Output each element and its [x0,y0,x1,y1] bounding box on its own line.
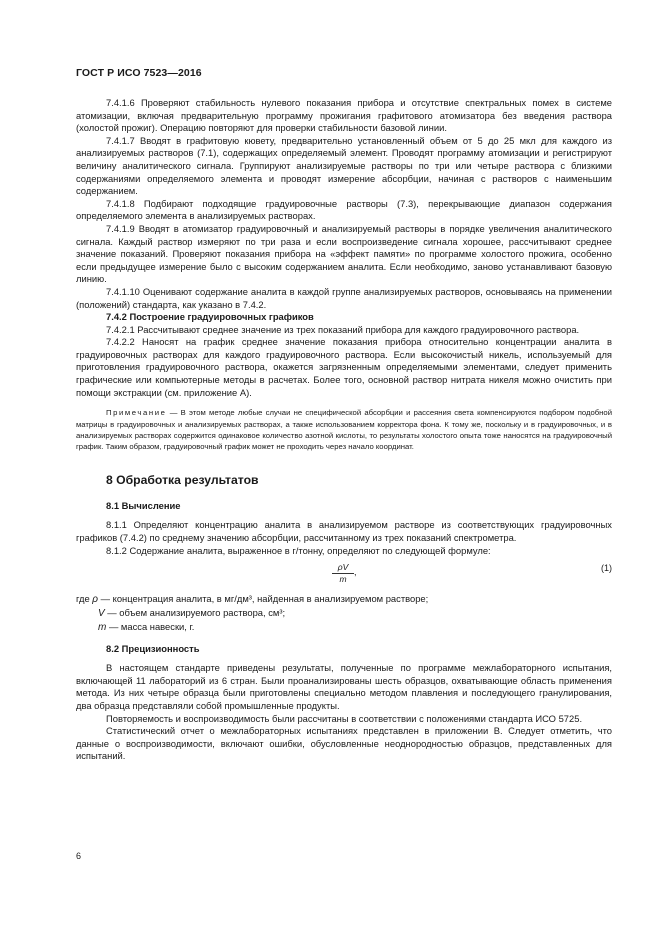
legend-rho [76,593,612,607]
note-paragraph [76,407,612,453]
paragraph-8-2-1: В настоящем стандарте приведены результаты, полученные по программе межлабораторного испытания, включающей 11 лабораторий из 6 стран. Были проанализированы шесть образцов, охватывающие область применения метода. Из них четыре образца были приготовлены специально методом плавления и последующего гранулирования, два образца представляли собой промышленные продукты. [76,662,612,712]
symbol-m: m [98,621,107,633]
legend-m-text: — масса навески, г. [106,620,195,632]
paragraph-8-2-2: Повторяемость и воспроизводимость были рассчитаны в соответствии с положениями стандарта ИСО 5725. [106,712,583,724]
paragraph-7-4-2-2: 7.4.2.2 Наносят на график среднее значение показания прибора относительно концентрации аналита в градуировочных растворах для каждого градуировочного раствора. Если высокочистый никель, используемый для приготовления градуировочного раствора, окажется загрязненным определяемыми элементами, следует применить графические или компьютерные методы в расчетах. Более того, основной раствор нитрата никеля можно очистить при помощи экстракции (см. приложение А). [76,336,612,398]
section-8-title: 8 Обработка результатов [106,472,259,487]
section-8-2-title: 8.2 Прецизионность [106,642,200,654]
legend-prefix: где [76,593,90,605]
paragraph-7-4-1-8: 7.4.1.8 Подбирают подходящие градуировочные растворы (7.3), перекрывающие диапазон содержания определяемого элемента в анализируемых растворах. [76,197,612,222]
formula-1 [76,560,612,590]
note-label: Примечание [106,408,167,418]
paragraph-7-4-1-10: 7.4.1.10 Оценивают содержание аналита в каждой группе анализируемых растворов, основываясь на применении (положений) стандарта, как указано в 7.4.2. [76,285,612,310]
subsection-7-4-2-title: 7.4.2 Построение градуировочных графиков [106,311,314,323]
paragraph-8-2-3: Статистический отчет о межлабораторных испытаниях представлен в приложении В. Следует отметить, что данные о воспроизводимости, включают ошибки, обусловленные неоднородностью образцов, представленных для испытаний. [76,725,612,762]
formula-denominator: m [339,574,347,585]
paragraph-7-4-2-1: 7.4.2.1 Рассчитывают среднее значение из трех показаний прибора для каждого градуировочного раствора. [106,323,580,335]
paragraph-8-1-1: 8.1.1 Определяют концентрацию аналита в анализируемом растворе из соответствующих градуировочных графиков (7.4.2) по среднему значению абсорбции, рассчитанному из трех показаний спектрометра. [76,519,612,544]
section-8-1-title: 8.1 Вычисление [106,499,181,511]
formula-comma: , [354,567,357,578]
paragraph-7-4-1-7: 7.4.1.7 Вводят в графитовую кювету, предварительно установленный объем от 5 до 25 мкл для каждого из анализируемых растворов (7.1), содержащих определяемый элемент. Проводят программу атомизации и регистрируют величину аналитического сигнала. Группируют анализируемые растворы по три или четыре раствора с близкими содержаниями определяемого элемента и проводят измерение абсорбции, начиная с растворов с наименьшим содержанием. [76,134,612,197]
page-number: 6 [76,851,82,861]
formula-fraction [332,562,354,585]
legend-v-text: — объем анализируемого раствора, см³; [104,607,286,619]
legend-m [76,621,612,635]
note-text: — В этом методе любые случаи не специфической абсорбции и рассеяния света компенсируются подбором подобной матрицы в градуировочных и анализируемых растворах, а также использованием корректора фона. К тому же, поскольку и в градуировочных, и в анализируемых растворах содержится одинаковое количество азотной кислоты, то результаты холостого опыта тоже наносятся на градуировочный график. Таким образом, градуировочный график может не проходить через начало координат. [76,408,612,452]
formula-number: (1) [601,563,612,574]
page-content [76,97,612,763]
legend-rho-text: — концентрация аналита, в мг/дм³, найденная в анализируемом растворе; [98,593,429,605]
legend-v [76,607,612,621]
document-header: ГОСТ Р ИСО 7523—2016 [76,67,202,79]
formula-legend [76,593,612,634]
formula-numerator: ρV [332,562,354,574]
symbol-v: V [98,608,105,620]
paragraph-7-4-1-6: 7.4.1.6 Проверяют стабильность нулевого показания прибора и отсутствие спектральных помех в системе атомизации, включая предварительную программу прожигания графитового атомизатора без введения раствора (холостой прожиг). Операцию повторяют для проверки стабильности базовой линии. [76,97,612,134]
paragraph-7-4-1-9: 7.4.1.9 Вводят в атомизатор градуировочный и анализируемый растворы в порядке увеличения аналитического сигнала. Каждый раствор измеряют по три раза и если воспроизведение сигнала хорошее, рассчитывают среднее значение показаний. Проверяют показания прибора на «эффект памяти» по программе холостого прожига, особенно если предыдущее измерение было с высоким содержанием аналита. Если необходимо, заново устанавливают базовую линию. [76,222,612,285]
paragraph-8-1-2: 8.1.2 Содержание аналита, выраженное в г/тонну, определяют по следующей формуле: [106,544,491,556]
symbol-rho: ρ [92,594,99,606]
